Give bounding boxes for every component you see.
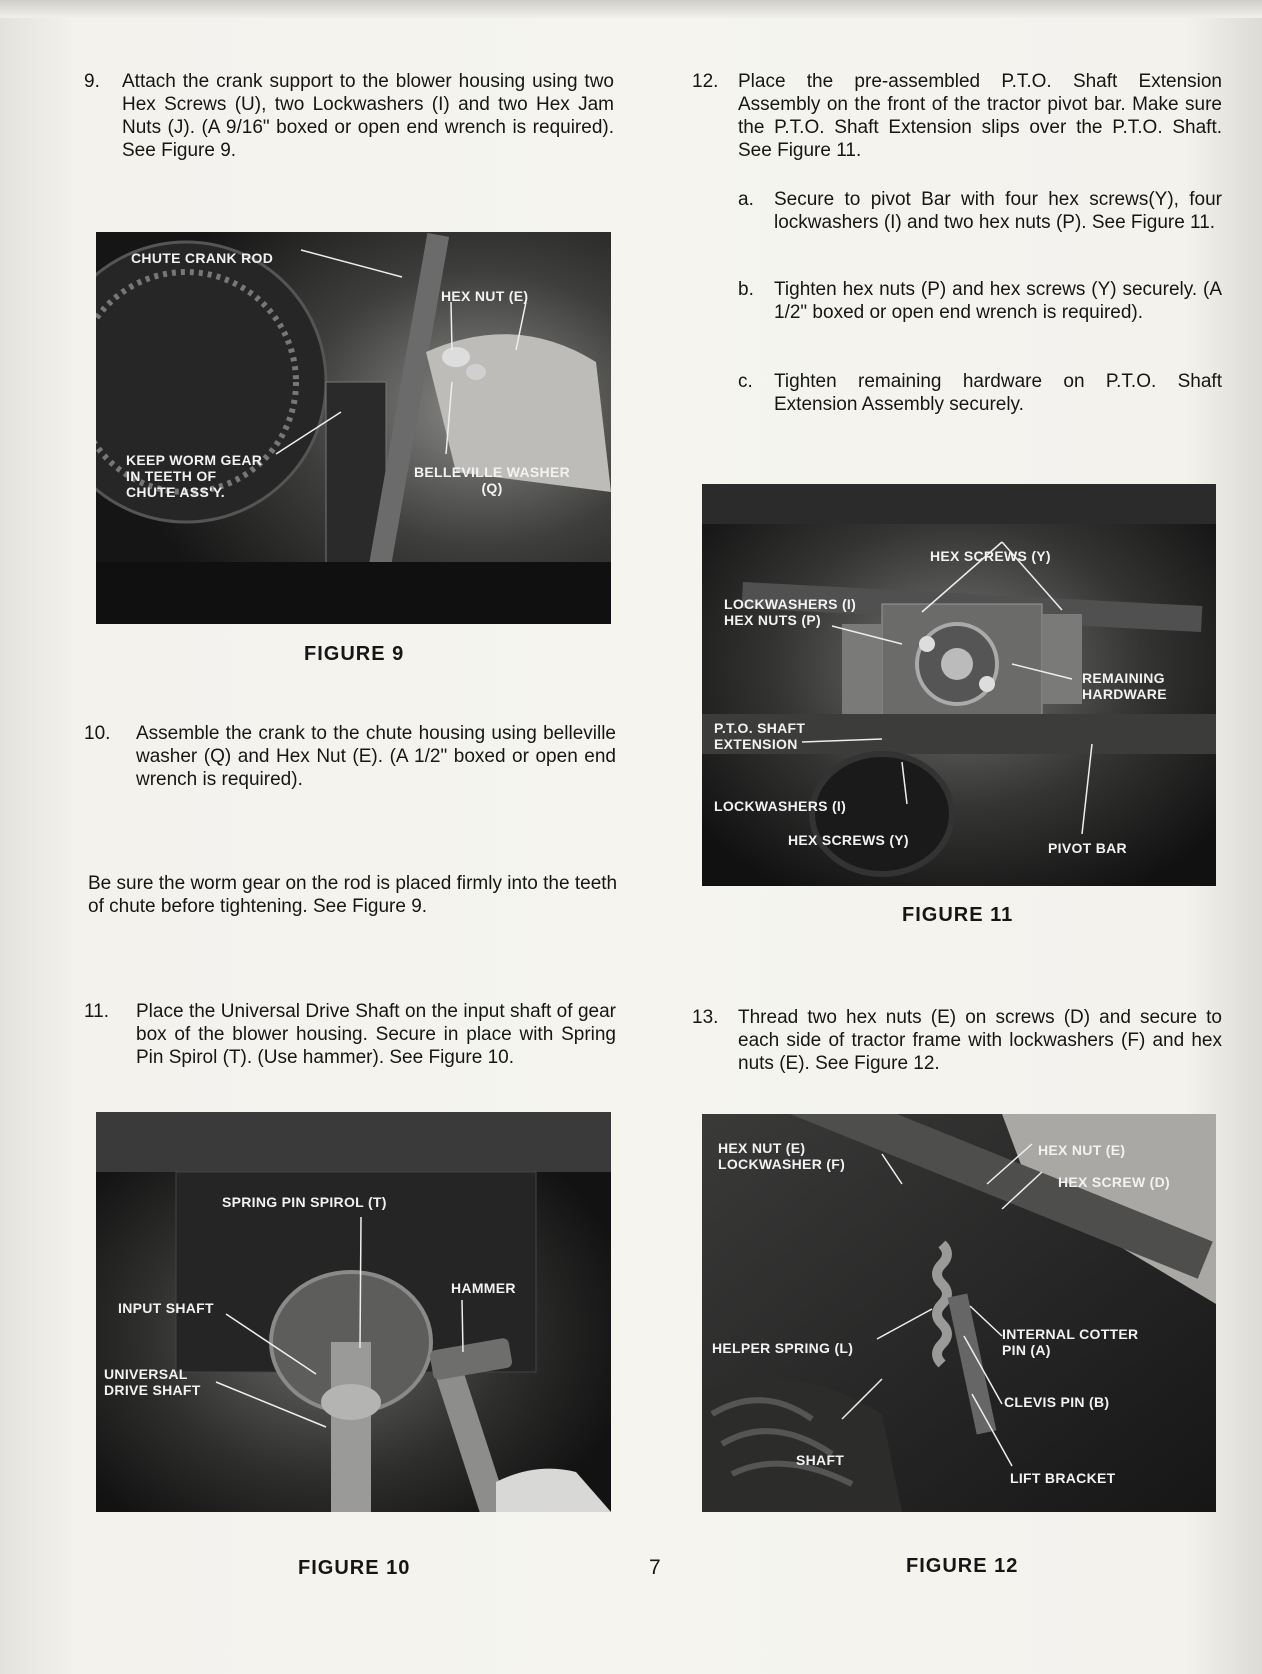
step-text: Secure to pivot Bar with four hex screws(Y), four lockwashers (I) and two hex nuts (P). See Figure 11. — [774, 189, 1222, 233]
label-lockwashers-bottom: LOCKWASHERS (I) — [714, 798, 847, 814]
step-13 — [692, 1006, 1222, 1075]
step-9 — [84, 70, 614, 162]
step-letter: b. — [738, 279, 754, 300]
step-number: 10. — [84, 723, 111, 744]
step-number: 12. — [692, 71, 719, 92]
label-belleville-washer: BELLEVILLE WASHER (Q) — [414, 464, 570, 496]
figure-11-caption: FIGURE 11 — [902, 904, 1014, 926]
step-text: Place the Universal Drive Shaft on the input shaft of gear box of the blower housing. Secure in place with Spring Pin Spirol (T). (Use hammer). See Figure 10. — [136, 1001, 616, 1068]
step-12a — [738, 188, 1222, 234]
label-lift-bracket: LIFT BRACKET — [1010, 1470, 1116, 1486]
step-text: Attach the crank support to the blower housing using two Hex Screws (U), two Lockwashers (I) and two Hex Jam Nuts (J). (A 9/16" boxed or open end wrench is required). See Figure 9. — [122, 71, 614, 161]
label-shaft: SHAFT — [796, 1452, 845, 1468]
page-number: 7 — [649, 1556, 661, 1579]
label-pivot-bar: PIVOT BAR — [1048, 840, 1127, 856]
step-letter: a. — [738, 189, 754, 210]
step-12c — [738, 370, 1222, 416]
label-internal-cotter-pin: INTERNAL COTTER PIN (A) — [1002, 1326, 1139, 1358]
label-hex-nut-right: HEX NUT (E) — [1038, 1142, 1126, 1158]
step-10 — [84, 722, 616, 791]
step-number: 13. — [692, 1007, 719, 1028]
step-12 — [692, 70, 1222, 162]
label-keep-worm-gear: KEEP WORM GEAR IN TEETH OF CHUTE ASS'Y. — [126, 452, 263, 500]
label-universal-drive-shaft: UNIVERSAL DRIVE SHAFT — [104, 1366, 201, 1398]
figure-10-photo — [96, 1112, 611, 1512]
label-spring-pin: SPRING PIN SPIROL (T) — [222, 1194, 387, 1210]
figure-10-caption: FIGURE 10 — [298, 1557, 411, 1579]
label-helper-spring: HELPER SPRING (L) — [712, 1340, 854, 1356]
label-lockwashers-hex-nuts: LOCKWASHERS (I) HEX NUTS (P) — [724, 596, 857, 628]
label-remaining-hardware: REMAINING HARDWARE — [1082, 670, 1167, 702]
label-input-shaft: INPUT SHAFT — [118, 1300, 214, 1316]
step-text: Thread two hex nuts (E) on screws (D) and secure to each side of tractor frame with lockwashers (F) and hex nuts (E). See Figure 12. — [738, 1007, 1222, 1074]
figure-9-image — [96, 232, 611, 624]
label-hex-nut: HEX NUT (E) — [441, 288, 529, 304]
step-11 — [84, 1000, 616, 1069]
figure-12-photo — [702, 1114, 1216, 1512]
label-hex-screws-bottom: HEX SCREWS (Y) — [788, 832, 909, 848]
figure-9-caption: FIGURE 9 — [304, 643, 405, 665]
label-pto-shaft-extension: P.T.O. SHAFT EXTENSION — [714, 720, 806, 752]
step-number: 9. — [84, 71, 100, 92]
step-text: Place the pre-assembled P.T.O. Shaft Extension Assembly on the front of the tractor pivot bar. Make sure the P.T.O. Shaft Extension slips over the P.T.O. Shaft. See Figure 11. — [738, 71, 1222, 161]
label-hex-screw: HEX SCREW (D) — [1058, 1174, 1171, 1190]
label-hex-nut-lockwasher: HEX NUT (E) LOCKWASHER (F) — [718, 1140, 846, 1172]
figure-11-photo — [702, 484, 1216, 886]
note-worm-gear: Be sure the worm gear on the rod is placed firmly into the teeth of chute before tightening. See Figure 9. — [88, 873, 618, 917]
label-chute-crank-rod: CHUTE CRANK ROD — [131, 250, 274, 266]
step-text: Assemble the crank to the chute housing using belleville washer (Q) and Hex Nut (E). (A 1/2" boxed or open end wrench is required). — [136, 723, 616, 790]
label-clevis-pin: CLEVIS PIN (B) — [1004, 1394, 1110, 1410]
step-number: 11. — [84, 1001, 110, 1022]
scan-edge-shadow — [0, 0, 1262, 18]
step-letter: c. — [738, 371, 753, 392]
label-hammer: HAMMER — [451, 1280, 516, 1296]
step-12b — [738, 278, 1222, 324]
figure-9-photo — [96, 232, 611, 624]
figure-12-caption: FIGURE 12 — [906, 1555, 1019, 1577]
label-hex-screws-top: HEX SCREWS (Y) — [930, 548, 1051, 564]
step-text: Tighten remaining hardware on P.T.O. Shaft Extension Assembly securely. — [774, 371, 1222, 415]
step-text: Tighten hex nuts (P) and hex screws (Y) securely. (A 1/2" boxed or open end wrench is required). — [774, 279, 1222, 323]
